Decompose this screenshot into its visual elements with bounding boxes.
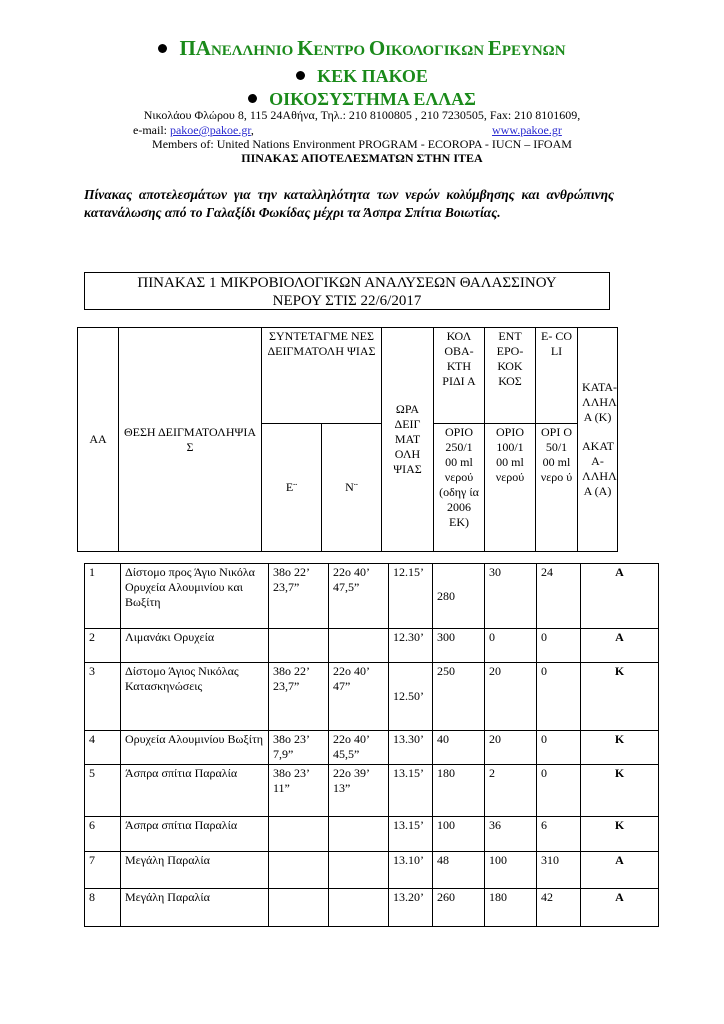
org-name-line3: ΟΙΚΟΣΥΣΤΗΜΑ ΕΛΛΑΣ [0,89,724,110]
header-enterococci-limit: ΟΡΙΟ 100/1 00 ml νερού [485,424,536,552]
header-coliform: ΚΟΛ ΟΒΑ- ΚΤΗ ΡΙΔΙ Α [434,328,485,424]
row-enterococci: 36 [485,817,537,852]
header-coliform-limit: ΟΡΙΟ 250/1 00 ml νερού (οδηγ ία 2006 ΕΚ) [434,424,485,552]
table-header [77,327,618,552]
row-time: 13.20’ [389,889,433,927]
row-enterococci: 100 [485,852,537,889]
row-north: 22ο 40’ 47,5” [329,564,389,629]
row-enterococci: 180 [485,889,537,927]
row-location: Λιμανάκι Ορυχεία [121,629,269,663]
table-row [85,852,659,889]
header-coordinates: ΣΥΝΤΕΤΑΓΜΕ ΝΕΣ ΔΕΙΓΜΑΤΟΛΗ ΨΙΑΣ [262,328,382,424]
results-title: ΠΙΝΑΚΑΣ ΑΠΟΤΕΛΕΣΜΑΤΩΝ ΣΤΗΝ ΙΤΕΑ [241,151,483,165]
row-time: 13.15’ [389,765,433,817]
header-aa: ΑΑ [78,328,119,552]
row-number: 6 [85,817,121,852]
row-enterococci: 20 [485,731,537,765]
row-ecoli: 24 [537,564,581,629]
row-number: 4 [85,731,121,765]
row-coliform: 280 [433,564,485,629]
row-result: Κ [581,731,659,765]
row-north [329,817,389,852]
intro-paragraph: Πίνακας αποτελεσμάτων για την καταλληλότητα των νερών κολύμβησης και ανθρώπινης κατανάλωσης από το Γαλαξίδι Φωκίδας μέχρι τα Άσπρα Σπίτια Βοιωτίας. [84,187,614,220]
address-line: Νικολάου Φλώρου 8, 115 24Αθήνα, Τηλ.: 210 8100805 , 210 7230505, Fax: 210 8101609, [143,108,581,122]
table-row [85,663,659,731]
table-row [85,765,659,817]
row-number: 1 [85,564,121,629]
row-ecoli: 0 [537,765,581,817]
header-ecoli: E- CO LI [536,328,578,424]
row-number: 8 [85,889,121,927]
row-result: Α [581,564,659,629]
table-row [85,629,659,663]
row-coliform: 300 [433,629,485,663]
row-location: Μεγάλη Παραλία [121,889,269,927]
row-coliform: 180 [433,765,485,817]
header-north: Ν¨ [322,424,382,552]
website-link[interactable]: www.pakoe.gr [492,123,562,137]
row-time: 13.15’ [389,817,433,852]
row-time: 13.10’ [389,852,433,889]
header-location: ΘΕΣΗ ΔΕΙΓΜΑΤΟΛΗΨΙΑ Σ [119,328,262,552]
row-coliform: 250 [433,663,485,731]
row-ecoli: 6 [537,817,581,852]
table-row [85,889,659,927]
table-row [85,731,659,765]
row-location: Άσπρα σπίτια Παραλία [121,765,269,817]
row-north: 22ο 39’ 13” [329,765,389,817]
row-location: Δίστομο Άγιος Νικόλας Κατασκηνώσεις [121,663,269,731]
row-coliform: 40 [433,731,485,765]
row-east [269,629,329,663]
header-suitability: ΚΑΤΑ- ΛΛΗΛ Α (Κ) ΑΚΑΤ Α- ΛΛΗΛ Α (Α) [578,328,618,552]
row-north [329,629,389,663]
row-coliform: 260 [433,889,485,927]
row-enterococci: 0 [485,629,537,663]
row-number: 2 [85,629,121,663]
org-name-line1: ΠΑΝΕΛΛΗΝΙΟ ΚΕΝΤΡΟ ΟΙΚΟΛΟΓΙΚΩΝ ΕΡΕΥΝΩΝ [0,36,724,61]
header-east: Ε¨ [262,424,322,552]
row-east: 38ο 22’ 23,7” [269,663,329,731]
email-text: e-mail: pakoe@pakoe.gr, [133,123,254,137]
row-east [269,889,329,927]
row-ecoli: 0 [537,663,581,731]
row-ecoli: 0 [537,629,581,663]
row-result: Κ [581,765,659,817]
row-time: 13.30’ [389,731,433,765]
row-result: Α [581,629,659,663]
bullet-icon [296,71,305,80]
row-result: Α [581,852,659,889]
row-enterococci: 20 [485,663,537,731]
row-enterococci: 2 [485,765,537,817]
row-ecoli: 0 [537,731,581,765]
row-time: 12.30’ [389,629,433,663]
row-number: 5 [85,765,121,817]
row-ecoli: 310 [537,852,581,889]
bullet-icon [248,94,257,103]
table-row [85,564,659,629]
header-ecoli-limit: ΟΡΙ Ο 50/1 00 ml νερο ύ [536,424,578,552]
row-number: 7 [85,852,121,889]
row-number: 3 [85,663,121,731]
members-line: Members of: United Nations Environment PROGRAM - ECOROPA - IUCN – IFOAM [152,137,572,151]
row-east: 38ο 23’ 7,9” [269,731,329,765]
row-result: Κ [581,663,659,731]
row-result: Κ [581,817,659,852]
row-north [329,852,389,889]
row-location: Άσπρα σπίτια Παραλία [121,817,269,852]
row-east: 38ο 23’ 11” [269,765,329,817]
row-time: 12.15’ [389,564,433,629]
row-location: Δίστομο προς Άγιο Νικόλα Ορυχεία Αλουμινίου και Βωξίτη [121,564,269,629]
row-east: 38ο 22’ 23,7” [269,564,329,629]
table-title: ΠΙΝΑΚΑΣ 1 ΜΙΚΡΟΒΙΟΛΟΓΙΚΩΝ ΑΝΑΛΥΣΕΩΝ ΘΑΛΑΣΣΙΝΟΥ ΝΕΡΟΥ ΣΤΙΣ 22/6/2017 [84,272,610,310]
results-table [84,563,659,927]
row-coliform: 100 [433,817,485,852]
row-result: Α [581,889,659,927]
row-enterococci: 30 [485,564,537,629]
row-location: Ορυχεία Αλουμινίου Βωξίτη [121,731,269,765]
row-east [269,852,329,889]
table-row [85,817,659,852]
org-name-line2: ΚΕΚ ΠΑΚΟΕ [0,66,724,87]
row-coliform: 48 [433,852,485,889]
row-north [329,889,389,927]
row-ecoli: 42 [537,889,581,927]
row-north: 22ο 40’ 47” [329,663,389,731]
email-link[interactable]: pakoe@pakoe.gr [169,123,251,137]
row-location: Μεγάλη Παραλία [121,852,269,889]
row-east [269,817,329,852]
bullet-icon [158,44,167,53]
header-time: ΩΡΑ ΔΕΙΓ ΜΑΤ ΟΛΗ ΨΙΑΣ [382,328,434,552]
row-time: 12.50’ [389,663,433,731]
header-enterococci: ΕΝΤ ΕΡΟ- ΚΟΚ ΚΟΣ [485,328,536,424]
row-north: 22ο 40’ 45,5” [329,731,389,765]
